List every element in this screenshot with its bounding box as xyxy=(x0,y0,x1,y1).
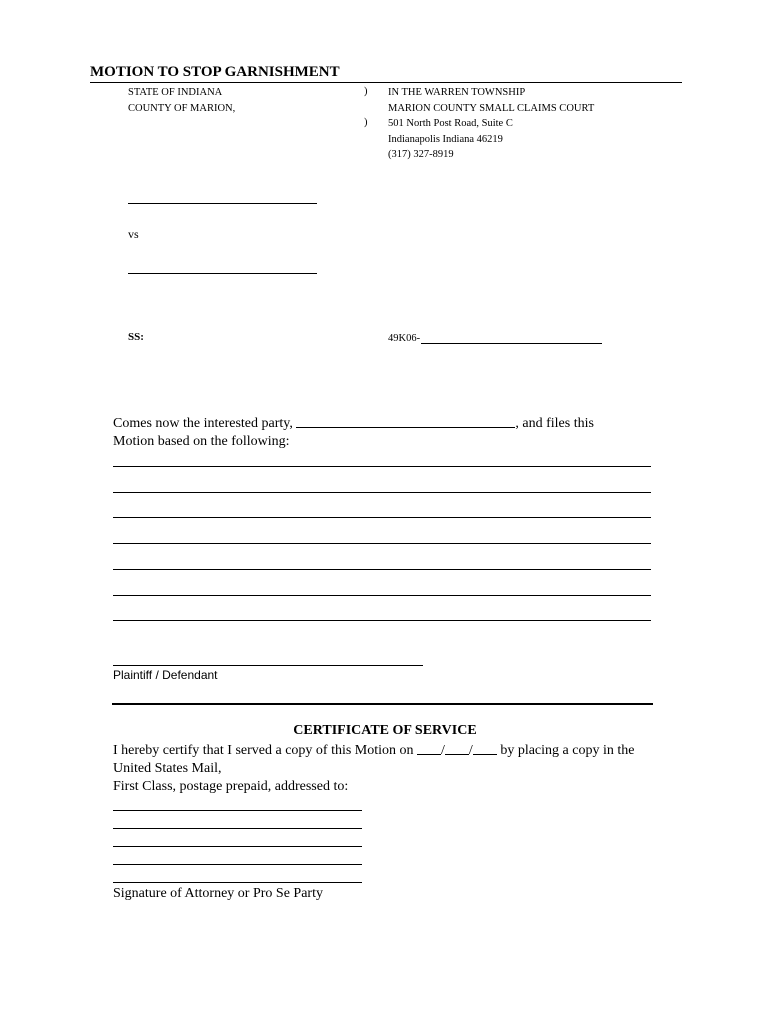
document-title: MOTION TO STOP GARNISHMENT xyxy=(90,64,340,80)
case-number-line[interactable] xyxy=(421,343,602,344)
plaintiff-name-line[interactable] xyxy=(128,203,317,204)
date-separator: / xyxy=(441,743,445,758)
caption-paren: ) xyxy=(364,117,368,128)
certificate-line1-start: I hereby certify that I served a copy of this Motion on xyxy=(113,743,418,758)
motion-text-line[interactable] xyxy=(113,569,651,570)
court-township: IN THE WARREN TOWNSHIP xyxy=(388,87,526,98)
attorney-signature-label: Signature of Attorney or Pro Se Party xyxy=(113,886,323,901)
county-label: COUNTY OF MARION, xyxy=(128,102,236,114)
court-street: 501 North Post Road, Suite C xyxy=(388,118,513,129)
caption-left xyxy=(128,85,235,116)
party-signature-line[interactable] xyxy=(113,665,423,666)
certificate-line1-end: by placing a copy in the xyxy=(496,743,635,758)
certificate-title: CERTIFICATE OF SERVICE xyxy=(293,723,477,738)
address-line[interactable] xyxy=(113,810,362,811)
section-divider xyxy=(112,703,653,705)
motion-text-line[interactable] xyxy=(113,466,651,467)
ss-label: SS: xyxy=(128,331,144,343)
title-rule xyxy=(90,82,682,83)
defendant-name-line[interactable] xyxy=(128,273,317,274)
state-label: STATE OF INDIANA xyxy=(128,87,223,98)
certificate-mail-line: United States Mail, xyxy=(113,761,222,776)
motion-basis-label: Motion based on the following: xyxy=(113,434,290,449)
court-phone: (317) 327-8919 xyxy=(388,149,454,160)
motion-text-line[interactable] xyxy=(113,517,651,518)
date-year-line[interactable] xyxy=(473,754,497,755)
court-name: MARION COUNTY SMALL CLAIMS COURT xyxy=(388,102,595,114)
attorney-signature-line[interactable] xyxy=(113,882,362,883)
motion-text-line[interactable] xyxy=(113,595,651,596)
court-city: Indianapolis Indiana 46219 xyxy=(388,133,503,145)
court-address-block xyxy=(388,85,594,163)
motion-intro xyxy=(113,415,594,433)
motion-text-line[interactable] xyxy=(113,543,651,544)
address-line[interactable] xyxy=(113,846,362,847)
date-separator: / xyxy=(468,743,473,758)
motion-text-line[interactable] xyxy=(113,492,651,493)
address-line[interactable] xyxy=(113,828,362,829)
certificate-postage-line: First Class, postage prepaid, addressed to: xyxy=(113,779,349,794)
date-month-line[interactable] xyxy=(417,754,441,755)
party-signature-label: Plaintiff / Defendant xyxy=(113,668,218,682)
address-line[interactable] xyxy=(113,864,362,865)
caption-paren: ) xyxy=(364,86,368,97)
motion-intro-end: , and files this xyxy=(515,416,594,431)
motion-text-line[interactable] xyxy=(113,620,651,621)
motion-intro-start: Comes now the interested party, xyxy=(113,416,297,431)
certificate-statement xyxy=(113,742,634,760)
date-day-line[interactable] xyxy=(445,754,469,755)
case-number-prefix: 49K06- xyxy=(388,333,421,344)
interested-party-line[interactable] xyxy=(296,427,515,428)
versus-label: vs xyxy=(128,227,139,241)
